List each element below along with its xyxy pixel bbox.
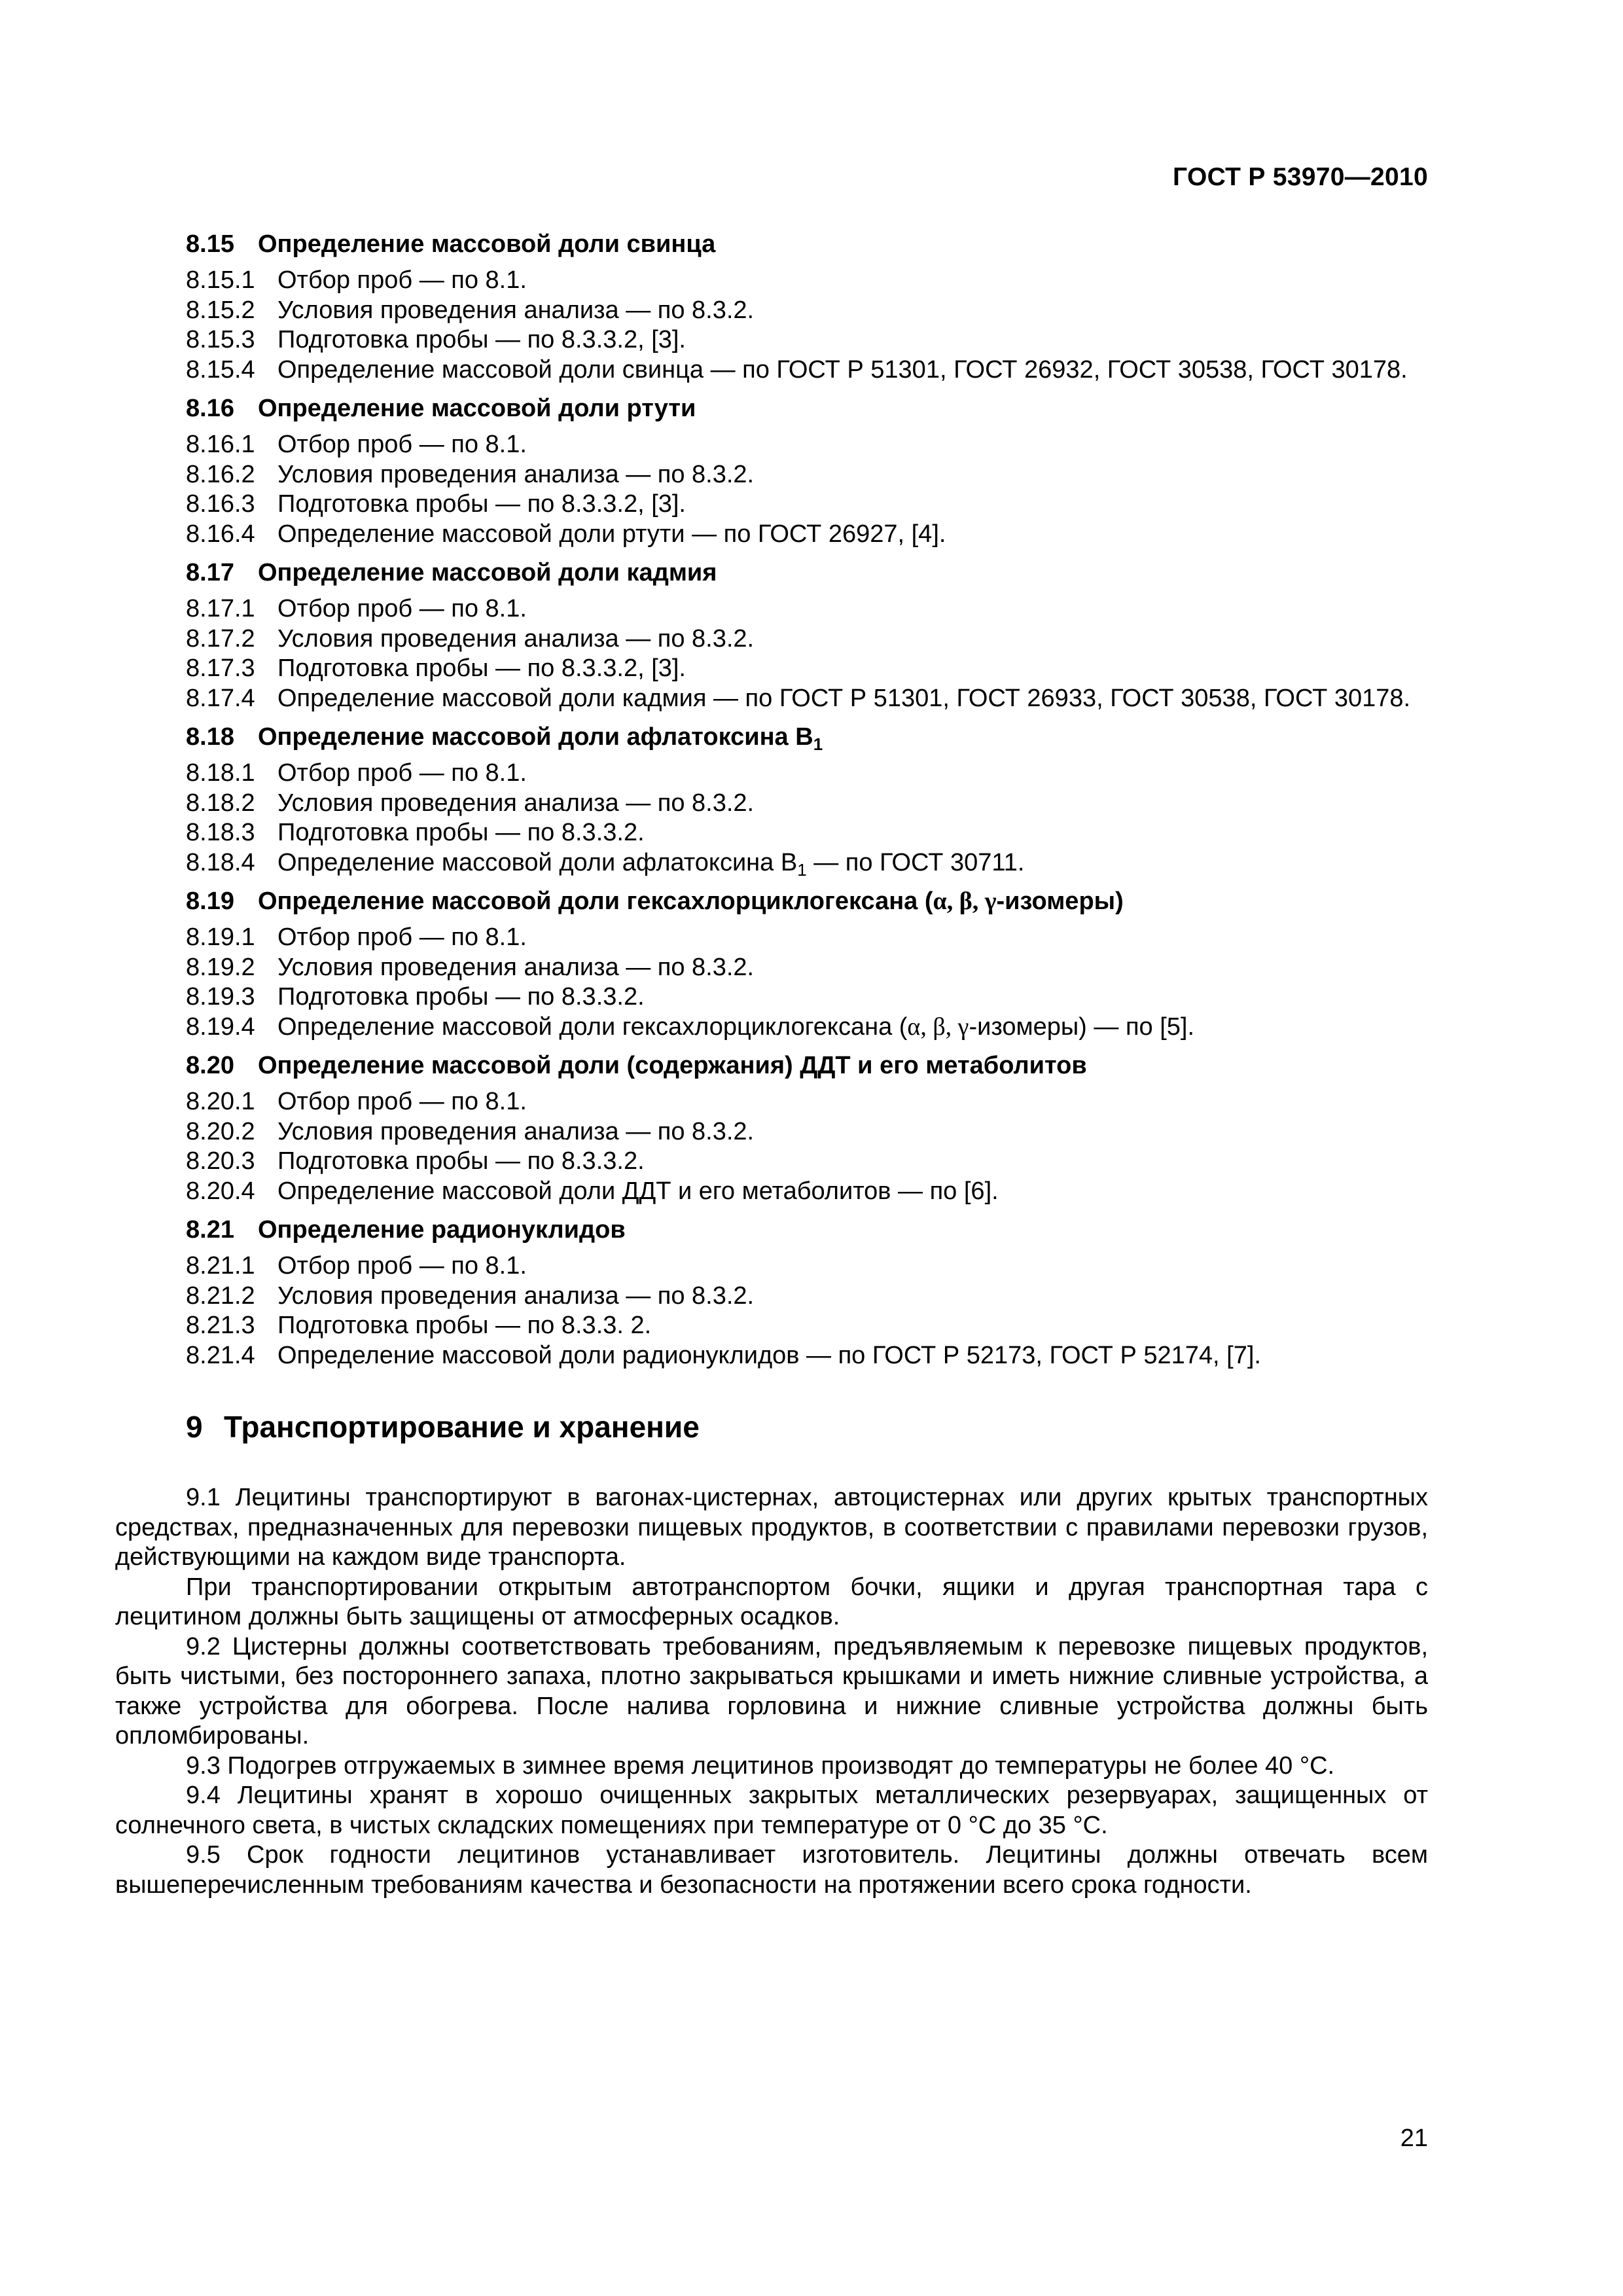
clause: 8.18.2 Условия проведения анализа — по 8.3.2. bbox=[186, 789, 755, 817]
document-header: ГОСТ Р 53970—2010 bbox=[1173, 163, 1428, 191]
clause: 8.16.2 Условия проведения анализа — по 8.3.2. bbox=[186, 460, 755, 488]
paragraph: 9.3 Подогрев отгружаемых в зимнее время лецитинов производят до температуры не более 40 °С. bbox=[186, 1751, 1335, 1780]
paragraph: 9.4 Лецитины хранят в хорошо очищенных закрытых металлических резервуарах, защищенных от солнечного света, в чистых складских помещениях при температуре от 0 °С до 35 °С. bbox=[115, 1782, 1428, 1839]
section-heading: 8.15 Определение массовой доли свинца bbox=[186, 230, 716, 258]
clause: 8.19.3 Подготовка пробы — по 8.3.3.2. bbox=[186, 983, 645, 1011]
clause: 8.16.4 Определение массовой доли ртути — по ГОСТ 26927, [4]. bbox=[186, 520, 946, 548]
clause: 8.17.4 Определение массовой доли кадмия — по ГОСТ Р 51301, ГОСТ 26933, ГОСТ 30538, ГОСТ 30178. bbox=[186, 684, 1411, 712]
clause: 8.15.2 Условия проведения анализа — по 8.3.2. bbox=[186, 296, 755, 324]
clause: 8.18.1 Отбор проб — по 8.1. bbox=[186, 759, 527, 787]
clause: 8.19.2 Условия проведения анализа — по 8.3.2. bbox=[186, 953, 755, 981]
paragraph: При транспортировании открытым автотранспортом бочки, ящики и другая транспортная тара с лецитином должны быть защищены от атмосферных осадков. bbox=[115, 1573, 1428, 1630]
clause: 8.18.4 Определение массовой доли афлатоксина $В_1$ — по ГОСТ 30711. bbox=[186, 848, 1025, 880]
clause: 8.17.3 Подготовка пробы — по 8.3.3.2, [3]. bbox=[186, 655, 686, 682]
page-number: 21 bbox=[1400, 2125, 1428, 2152]
section-heading: 8.21 Определение радионуклидов bbox=[186, 1216, 626, 1244]
clause: 8.19.1 Отбор проб — по 8.1. bbox=[186, 924, 527, 951]
clause: 8.20.1 Отбор проб — по 8.1. bbox=[186, 1088, 527, 1115]
paragraph: 9.2 Цистерны должны соответствовать требованиям, предъявляемым к перевозке пищевых продуктов, быть чистыми, без постороннего запаха, плотно закрываться крышками и иметь нижние сливные устройства, а также устройства для обогрева. После налива горловина и нижние сливные устройства должны быть опломбированы. bbox=[115, 1632, 1428, 1749]
clause: 8.15.1 Отбор проб — по 8.1. bbox=[186, 266, 527, 294]
clause: 8.18.3 Подготовка пробы — по 8.3.3.2. bbox=[186, 819, 645, 846]
clause: 8.16.3 Подготовка пробы — по 8.3.3.2, [3]. bbox=[186, 490, 686, 518]
clause: 8.20.3 Подготовка пробы — по 8.3.3.2. bbox=[186, 1147, 645, 1175]
section-heading: 8.19 Определение массовой доли гексахлорциклогексана (α, β, γ-изомеры) bbox=[186, 888, 1124, 915]
clause: 8.16.1 Отбор проб — по 8.1. bbox=[186, 431, 527, 458]
clause: 8.15.3 Подготовка пробы — по 8.3.3.2, [3]. bbox=[186, 326, 686, 353]
paragraph: 9.1 Лецитины транспортируют в вагонах-цистернах, автоцистернах или других крытых транспортных средствах, предназначенных для перевозки пищевых продуктов, в соответствии с правилами перевозки грузов, действующими на каждом виде транспорта. bbox=[115, 1484, 1428, 1571]
clause: 8.21.3 Подготовка пробы — по 8.3.3. 2. bbox=[186, 1312, 652, 1339]
paragraph: 9.5 Срок годности лецитинов устанавливает изготовитель. Лецитины должны отвечать всем вышеперечисленным требованиям качества и безопасности на протяжении всего срока годности. bbox=[115, 1841, 1428, 1899]
chapter-heading: 9 Транспортирование и хранение bbox=[186, 1410, 700, 1444]
section-heading: 8.18 Определение массовой доли афлатоксина $В_1$ bbox=[186, 723, 823, 754]
clause: 8.15.4 Определение массовой доли свинца — по ГОСТ Р 51301, ГОСТ 26932, ГОСТ 30538, ГОСТ 30178. bbox=[186, 355, 1408, 384]
section-heading: 8.20 Определение массовой доли (содержания) ДДТ и его метаболитов bbox=[186, 1052, 1087, 1079]
clause: 8.17.2 Условия проведения анализа — по 8.3.2. bbox=[186, 624, 755, 653]
section-heading: 8.17 Определение массовой доли кадмия bbox=[186, 559, 717, 586]
clause: 8.19.4 Определение массовой доли гексахлорциклогексана (α, β, γ-изомеры) — по [5]. bbox=[186, 1013, 1195, 1041]
clause: 8.21.2 Условия проведения анализа — по 8.3.2. bbox=[186, 1282, 755, 1310]
document-body bbox=[115, 229, 1428, 1900]
clause: 8.20.4 Определение массовой доли ДДТ и его метаболитов — по [6]. bbox=[186, 1177, 999, 1205]
clause: 8.17.1 Отбор проб — по 8.1. bbox=[186, 595, 527, 622]
document-page bbox=[115, 0, 1428, 2296]
clause: 8.21.4 Определение массовой доли радионуклидов — по ГОСТ Р 52173, ГОСТ Р 52174, [7]. bbox=[186, 1341, 1261, 1369]
clause: 8.20.2 Условия проведения анализа — по 8.3.2. bbox=[186, 1117, 755, 1145]
clause: 8.21.1 Отбор проб — по 8.1. bbox=[186, 1252, 527, 1280]
section-heading: 8.16 Определение массовой доли ртути bbox=[186, 395, 696, 422]
